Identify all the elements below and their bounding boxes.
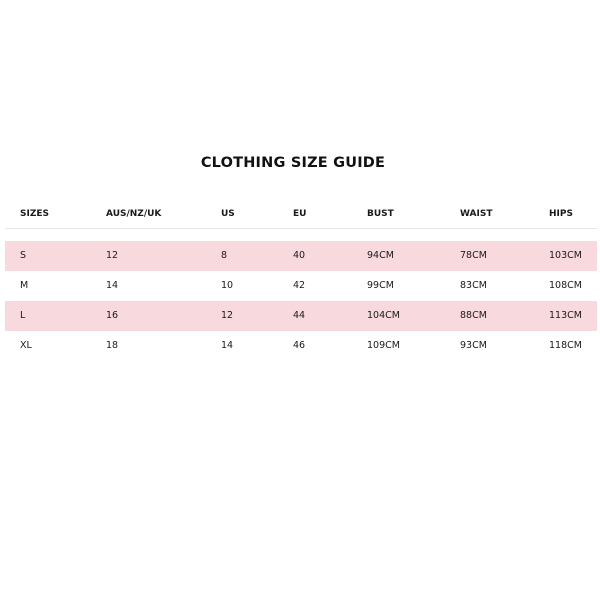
cell-hips: 113CM [549, 310, 582, 321]
cell-us: 14 [221, 340, 234, 351]
size-guide-table [5, 202, 597, 361]
cell-us: 10 [221, 280, 234, 291]
table-row [5, 271, 597, 301]
cell-eu: 42 [293, 280, 306, 291]
cell-size: S [20, 250, 27, 261]
cell-aus-nz-uk: 14 [106, 280, 119, 291]
header-aus-nz-uk: AUS/NZ/UK [106, 209, 162, 219]
page-title: CLOTHING SIZE GUIDE [200, 155, 386, 171]
cell-waist: 83CM [460, 280, 487, 291]
cell-size: XL [20, 340, 32, 351]
cell-aus-nz-uk: 12 [106, 250, 119, 261]
cell-bust: 104CM [367, 310, 400, 321]
cell-eu: 44 [293, 310, 306, 321]
cell-us: 12 [221, 310, 234, 321]
cell-bust: 99CM [367, 280, 394, 291]
header-sizes: SIZES [20, 209, 49, 219]
cell-waist: 88CM [460, 310, 487, 321]
cell-waist: 78CM [460, 250, 487, 261]
cell-size: L [20, 310, 26, 321]
cell-bust: 109CM [367, 340, 400, 351]
table-row [5, 331, 597, 361]
table-row [5, 301, 597, 331]
header-hips: HIPS [549, 209, 573, 219]
cell-aus-nz-uk: 18 [106, 340, 119, 351]
cell-bust: 94CM [367, 250, 394, 261]
cell-eu: 46 [293, 340, 306, 351]
header-eu: EU [293, 209, 307, 219]
cell-size: M [20, 280, 29, 291]
header-bust: BUST [367, 209, 394, 219]
cell-eu: 40 [293, 250, 306, 261]
cell-waist: 93CM [460, 340, 487, 351]
cell-hips: 118CM [549, 340, 582, 351]
cell-aus-nz-uk: 16 [106, 310, 119, 321]
header-us: US [221, 209, 235, 219]
cell-hips: 108CM [549, 280, 582, 291]
header-spacer [5, 229, 597, 241]
table-header-row [5, 202, 597, 229]
cell-hips: 103CM [549, 250, 582, 261]
table-row [5, 241, 597, 271]
cell-us: 8 [221, 250, 228, 261]
header-waist: WAIST [460, 209, 493, 219]
